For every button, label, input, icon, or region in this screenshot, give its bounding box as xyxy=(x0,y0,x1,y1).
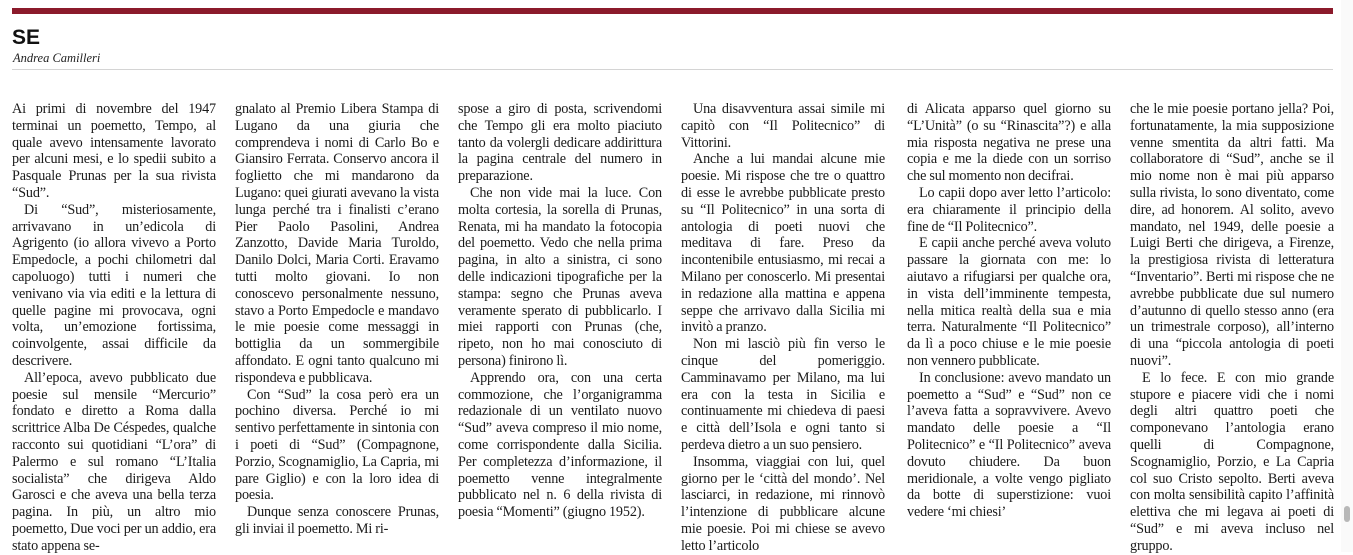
paragraph: Dunque senza conoscere Prunas, gli inviai il poemetto. Mi ri- xyxy=(235,504,439,537)
header-divider xyxy=(12,69,1333,70)
paragraph: All’epoca, avevo pubblicato due poesie sul mensile “Mercurio” fondato e diretto a Roma dalla scrittrice Alba De Céspedes, qualche racconto sui quotidiani “L’ora” di Palermo e sul romano “L’Italia socialista” che dirigeva Aldo Garosci e che aveva una bella terza pagina. In più, un altro mio poemetto, Due voci per un addio, era stato appena se- xyxy=(12,369,216,554)
paragraph: Anche a lui mandai alcune mie poesie. Mi rispose che tre o quattro di esse le avrebbe pubblicate presto su “Il Politecnico” in una sorta di antologia di poeti nuovi che meditava di fare. Preso da incontenibile entusiasmo, mi recai a Milano per conoscerlo. Mi presentai in redazione alla mattina e appena seppe che arrivavo dalla Sicilia mi invitò a pranzo. xyxy=(681,151,885,336)
paragraph: Di “Sud”, misteriosamente, arrivavano in un’edicola di Agrigento (io allora vivevo a Porto Empedocle, a pochi chilometri dal capoluogo) tutti i numeri che venivano via via editi e la lettura di quelle pagine mi provocava, ogni volta, un’emozione fortissima, coinvolgente, assai difficile da descrivere. xyxy=(12,201,216,369)
paragraph: Una disavventura assai simile mi capitò con “Il Politecnico” di Vittorini. xyxy=(681,101,885,151)
vertical-scrollbar[interactable] xyxy=(1341,0,1353,552)
paragraph: Con “Sud” la cosa però era un pochino diversa. Perché io mi sentivo perfettamente in sintonia con i poeti di “Sud” (Compagnone, Porzio, Scognamiglio, La Capria, mi pare Giglio) e con la loro idea di poesia. xyxy=(235,386,439,504)
paragraph: Che non vide mai la luce. Con molta cortesia, la sorella di Prunas, Renata, mi ha mandato la fotocopia del poemetto. Vedo che nella prima pagina, in alto a sinistra, ci sono delle indicazioni tipografiche per la stampa: segno che Prunas aveva veramente sperato di pubblicarlo. I miei rapporti con Prunas (che, ripeto, non ho mai conosciuto di persona) finirono lì. xyxy=(458,184,662,369)
paragraph: E capii anche perché aveva voluto passare la giornata con me: lo aiutavo a rifugiarsi per qualche ora, in vista dell’imminente tempesta, nella mitica realtà della sua e mia terra. Naturalmente “Il Politecnico” da lì a poco chiuse e le mie poesie non vennero pubblicate. xyxy=(907,235,1111,369)
paragraph: di Alicata apparso quel giorno su “L’Unità” (o su “Rinascita”?) e alla mia risposta negativa ne prese una copia e me la diede con un sorriso che sul momento non decifrai. xyxy=(907,101,1111,185)
text-column-3 xyxy=(458,101,662,521)
text-column-4 xyxy=(681,101,885,555)
article-body xyxy=(12,101,1337,554)
header-accent-bar xyxy=(12,8,1333,14)
text-column-5 xyxy=(907,101,1111,521)
text-column-6 xyxy=(1130,101,1334,555)
paragraph: gnalato al Premio Libera Stampa di Lugano da una giuria che comprendeva i nomi di Carlo Bo e Giansiro Ferrata. Conservo ancora il foglietto che mi mandarono da Lugano: quei giurati avevano la vista lunga perché tra i finalisti c’erano Pier Paolo Pasolini, Andrea Zanzotto, Davide Maria Turoldo, Danilo Dolci, Maria Corti. Eravamo tutti molto giovani. Io non conoscevo personalmente nessuno, stavo a Porto Empedocle e mandavo le mie poesie come messaggi in bottiglia da un sommergibile affondato. E ogni tanto qualcuno mi rispondeva e pubblicava. xyxy=(235,101,439,386)
paragraph: spose a giro di posta, scrivendomi che Tempo gli era molto piaciuto tanto da volergli dedicare addirittura la pagina centrale del numero in preparazione. xyxy=(458,101,662,185)
paragraph: Apprendo ora, con una certa commozione, che l’organigramma redazionale di un ventilato nuovo “Sud” aveva compreso il mio nome, come corrispondente dalla Sicilia. Per completezza d’informazione, il poemetto venne integralmente pubblicato nel n. 6 della rivista di poesia “Momenti” (giugno 1952). xyxy=(458,369,662,521)
article-author: Andrea Camilleri xyxy=(13,51,101,65)
scrollbar-thumb[interactable] xyxy=(1344,506,1350,522)
text-column-1 xyxy=(12,101,216,555)
paragraph: In conclusione: avevo mandato un poemetto a “Sud” e “Sud” non ce l’aveva fatta a sopravvivere. Avevo mandato delle poesie a “Il Politecnico” e “Il Politecnico” aveva dovuto chiudere. Da buon meridionale, a volte vengo pigliato da botte di superstizione: vuoi vedere ‘mi chiesi’ xyxy=(907,369,1111,521)
text-column-2 xyxy=(235,101,439,538)
paragraph: Lo capii dopo aver letto l’articolo: era chiaramente il principio della fine de “Il Politecnico”. xyxy=(907,184,1111,235)
paragraph: Insomma, viaggiai con lui, quel giorno per le ‘città del mondo’. Nel lasciarci, in redazione, mi rinnovò l’intenzione di pubblicare alcune mie poesie. Poi mi chiese se avevo letto l’articolo xyxy=(681,453,885,554)
paragraph: Ai primi di novembre del 1947 terminai un poemetto, Tempo, al quale avevo intensamente lavorato per alcuni mesi, e lo spedii subito a Pasquale Prunas per la sua rivista “Sud”. xyxy=(12,101,216,201)
paragraph: che le mie poesie portano jella? Poi, fortunatamente, la mia supposizione venne smentita da altri fatti. Ma collaboratore di “Sud”, anche se il mio nome non è mai più apparso sulla rivista, lo sono diventato, come dire, ad honorem. Al solito, avevo mandato, nel 1949, delle poesie a Luigi Berti che dirigeva, a Firenze, la prestigiosa rivista di letteratura “Inventario”. Berti mi rispose che ne avrebbe pubblicate due sul numero d’autunno di quello stesso anno (era un trimestrale corposo), all’interno di una “piccola antologia di poeti nuovi”. xyxy=(1130,101,1334,369)
paragraph: E lo fece. E con mio grande stupore e piacere vidi che i nomi degli altri quattro poeti che componevano l’antologia erano quelli di Compagnone, Scognamiglio, Porzio, e La Capria col suo Cristo sepolto. Berti aveva con molta sensibilità capito l’affinità elettiva che mi legava ai poeti di “Sud” e mi aveva incluso nel gruppo. xyxy=(1130,369,1334,554)
paragraph: Non mi lasciò più fin verso le cinque del pomeriggio. Camminavamo per Milano, ma lui era con la testa in Sicilia e continuamente mi chiedeva di paesi e città dell’Isola e ogni tanto si perdeva dietro a un suo pensiero. xyxy=(681,336,885,453)
article-title: SE xyxy=(12,26,41,49)
